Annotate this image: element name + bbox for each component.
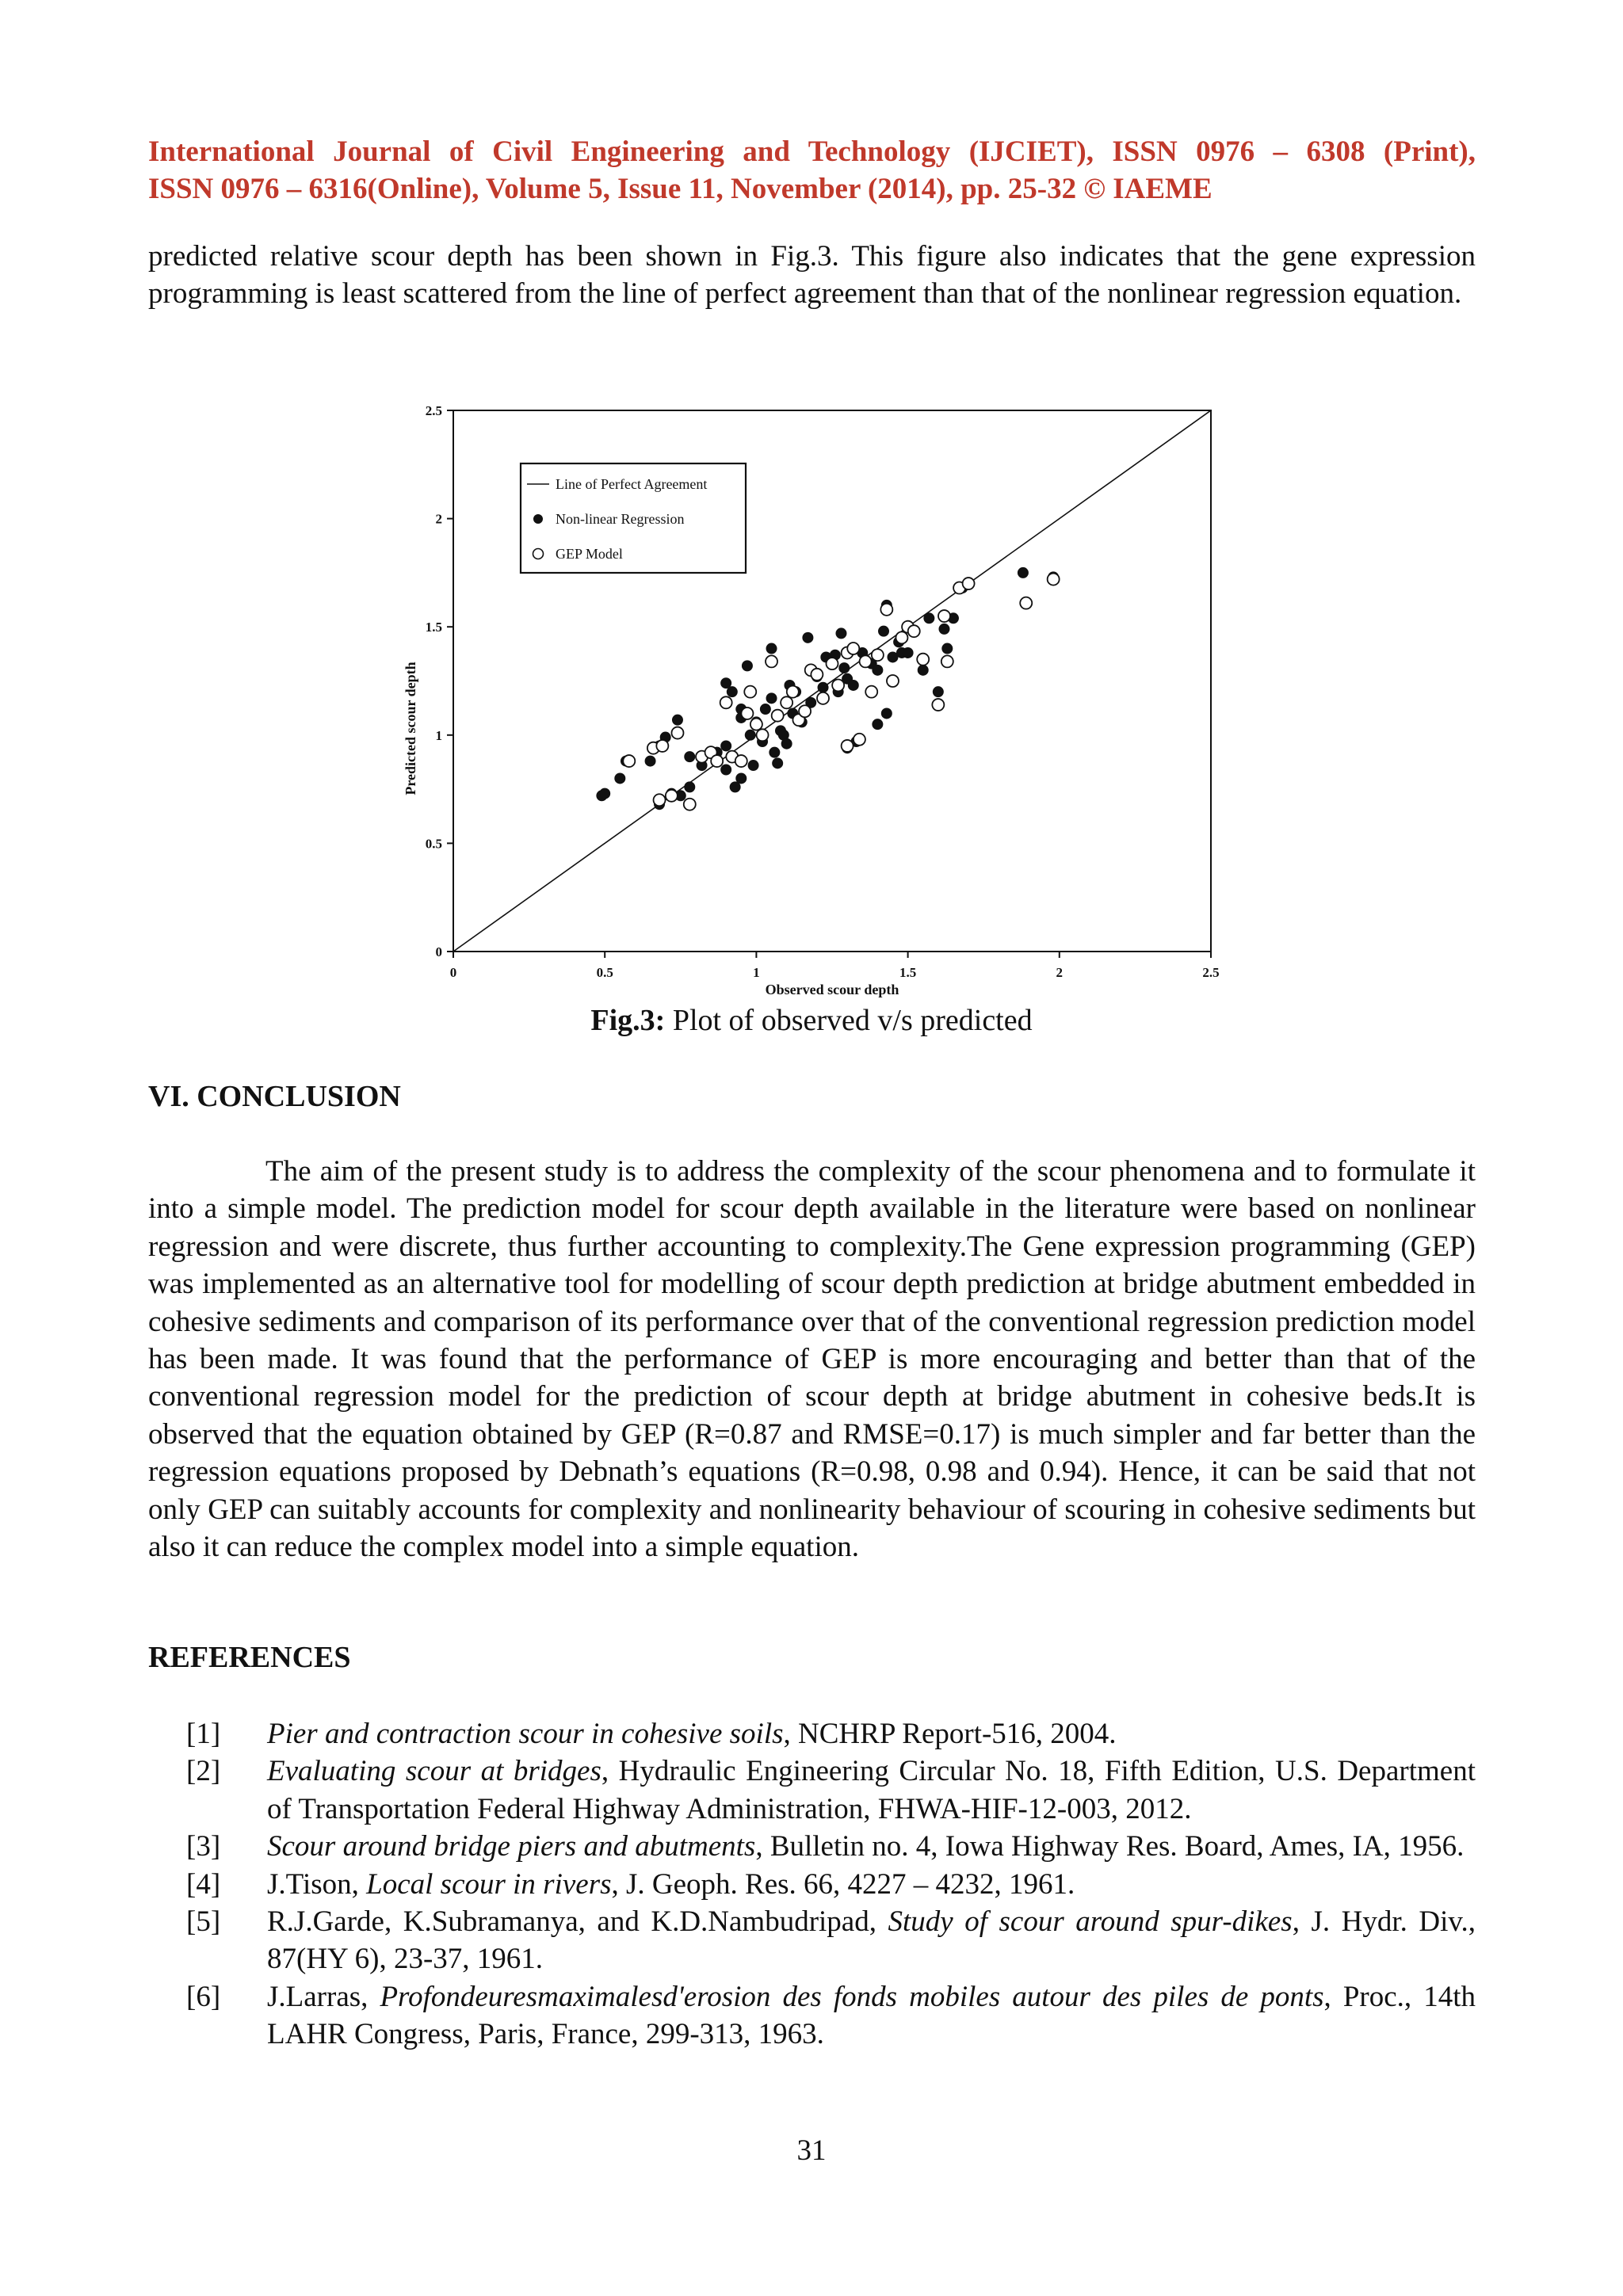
reference-number: [4] [186, 1867, 221, 1901]
x-tick-label: 0.5 [596, 965, 613, 980]
gep-model-point [827, 658, 838, 669]
x-tick-label: 0 [449, 965, 457, 980]
gep-model-point [735, 755, 747, 767]
x-tick-label: 1 [753, 965, 760, 980]
nonlinear-regression-point [615, 773, 625, 784]
gep-model-point [654, 794, 666, 806]
gep-model-point [757, 729, 769, 741]
nonlinear-regression-point [942, 643, 953, 654]
journal-header-line-2: ISSN 0976 – 6316(Online), Volume 5, Issue 11, November (2014), pp. 25-32 © IAEME [148, 173, 1212, 205]
gep-model-point [684, 799, 696, 810]
reference-item [148, 1978, 1476, 2054]
nonlinear-regression-point [903, 647, 913, 658]
nonlinear-regression-point [721, 765, 731, 775]
gep-model-point [623, 755, 635, 767]
reference-body [267, 1866, 1476, 1903]
reference-item [148, 1903, 1476, 1978]
nonlinear-regression-point [939, 624, 949, 634]
legend-entry-label: GEP Model [556, 546, 623, 562]
reference-title: Local scour in rivers [366, 1867, 612, 1901]
x-tick-label: 2.5 [1202, 965, 1220, 980]
legend-open-circle-swatch [533, 549, 544, 559]
nonlinear-regression-point [742, 661, 752, 671]
nonlinear-regression-point [721, 678, 731, 688]
nonlinear-regression-point [924, 613, 934, 624]
gep-model-point [817, 692, 829, 704]
reference-number: [3] [186, 1830, 221, 1863]
gep-model-point [887, 675, 899, 687]
gep-model-point [750, 719, 762, 730]
nonlinear-regression-point [600, 788, 610, 799]
gep-model-point [671, 727, 683, 739]
reference-title: Evaluating scour at bridges [267, 1755, 601, 1788]
y-tick-label: 2 [435, 511, 442, 527]
journal-header [148, 133, 1476, 208]
nonlinear-regression-point [727, 687, 737, 697]
nonlinear-regression-point [685, 752, 695, 762]
reference-title: Profondeuresmaximalesd'erosion des fonds mobiles autour des piles de ponts [380, 1980, 1324, 2013]
reference-title: Pier and contraction scour in cohesive soils [267, 1718, 784, 1750]
nonlinear-regression-point [781, 738, 792, 749]
gep-model-point [1048, 574, 1060, 585]
gep-model-point [832, 679, 844, 691]
gep-model-point [799, 705, 811, 717]
reference-authors: J.Tison, [267, 1867, 367, 1901]
reference-item [148, 1715, 1476, 1753]
nonlinear-regression-point [645, 756, 655, 766]
y-tick-label: 1 [435, 727, 442, 743]
reference-details: , Proc., 14th LAHR Congress, Paris, France, 299-313, 1963. [267, 1980, 1476, 2051]
conclusion-text: The aim of the present study is to address the complexity of the scour phenomena and to formulate it into a simple model. The prediction model for scour depth available in the literature were based on nonlinear regression and were discrete, thus further accounting to complexity.The Gene expression programming (GEP) was implemented as an alternative tool for modelling of scour depth prediction at bridge abutment embedded in cohesive sediments and comparison of its performance over that of the conventional regression prediction model has been made. It was found that the performance of GEP is more encouraging and better than that of the conventional regression model for the prediction of scour depth at bridge abutment in cohesive beds.It is observed that the equation obtained by GEP (R=0.87 and RMSE=0.17) is much simpler and far better than the regression equations proposed by Debnath’s equations (R=0.98, 0.98 and 0.94). Hence, it can be said that not only GEP can suitably accounts for complexity and nonlinearity behaviour of scouring in cohesive sediments but also it can reduce the complex model into a simple equation. [148, 1155, 1476, 1564]
scatter-chart [393, 396, 1241, 1014]
page-number: 31 [796, 2134, 827, 2167]
reference-details: , NCHRP Report-516, 2004. [783, 1718, 1117, 1750]
nonlinear-regression-point [918, 665, 928, 675]
reference-number: [2] [186, 1755, 221, 1788]
reference-item [148, 1753, 1476, 1828]
nonlinear-regression-point [748, 761, 758, 771]
gep-model-point [842, 740, 854, 752]
reference-body [267, 1753, 1476, 1828]
references-list [148, 1715, 1476, 2054]
nonlinear-regression-point [773, 758, 783, 769]
y-tick-label: 0 [435, 944, 442, 959]
gep-model-point [741, 707, 753, 719]
gep-model-point [932, 699, 944, 711]
reference-details: , J. Hydr. Div., 87(HY 6), 23-37, 1961. [267, 1905, 1476, 1976]
nonlinear-regression-point [873, 665, 883, 675]
gep-model-point [865, 686, 877, 698]
nonlinear-regression-point [836, 628, 846, 639]
journal-header-line-1: International Journal of Civil Engineering and Technology (IJCIET), ISSN 0976 – 6308 (Print), [148, 135, 1476, 168]
y-tick-label: 2.5 [425, 403, 442, 418]
gep-model-point [772, 710, 784, 722]
reference-number: [6] [186, 1980, 221, 2013]
gep-model-point [656, 740, 668, 752]
gep-model-point [917, 654, 929, 666]
gep-model-point [938, 610, 950, 622]
reference-title: Scour around bridge piers and abutments [267, 1830, 756, 1863]
reference-body [267, 1715, 1476, 1753]
x-tick-label: 2 [1056, 965, 1064, 980]
gep-model-point [811, 669, 823, 681]
reference-number: [5] [186, 1905, 221, 1939]
nonlinear-regression-point [769, 747, 780, 757]
gep-model-point [711, 755, 723, 767]
gep-model-point [1020, 597, 1032, 609]
gep-model-point [880, 604, 892, 616]
reference-number: [1] [186, 1718, 221, 1750]
nonlinear-regression-point [766, 643, 777, 654]
nonlinear-regression-point [933, 687, 943, 697]
reference-details: , Bulletin no. 4, Iowa Highway Res. Board, Ames, IA, 1956. [755, 1830, 1465, 1863]
conclusion-heading: VI. CONCLUSION [148, 1080, 401, 1113]
gep-model-point [854, 734, 865, 746]
nonlinear-regression-point [848, 680, 858, 690]
gep-model-point [847, 643, 859, 654]
gep-model-point [963, 578, 975, 589]
nonlinear-regression-point [873, 719, 883, 730]
gep-model-point [666, 790, 678, 802]
y-tick-label: 1.5 [425, 620, 442, 635]
gep-model-point [744, 686, 756, 698]
gep-model-point [720, 696, 732, 708]
nonlinear-regression-point [730, 782, 740, 792]
nonlinear-regression-point [818, 682, 828, 692]
nonlinear-regression-point [745, 730, 755, 740]
reference-title: Study of scour around spur-dikes [888, 1905, 1293, 1939]
gep-model-point [896, 631, 907, 643]
reference-details: , Hydraulic Engineering Circular No. 18, Fifth Edition, U.S. Department of Transportation Federal Highway Administration, FHWA-HIF-12-003, 2012. [267, 1755, 1476, 1825]
reference-authors: R.J.Garde, K.Subramanya, and K.D.Nambudripad, [267, 1905, 888, 1939]
y-tick-label: 0.5 [425, 836, 442, 852]
nonlinear-regression-point [685, 782, 695, 792]
nonlinear-regression-point [672, 715, 682, 725]
x-axis-label: Observed scour depth [765, 982, 899, 997]
gep-model-point [860, 655, 872, 667]
gep-model-point [908, 625, 920, 637]
legend-entry-label: Line of Perfect Agreement [556, 476, 708, 492]
gep-model-point [872, 649, 884, 661]
nonlinear-regression-point [839, 663, 850, 673]
references-heading: REFERENCES [148, 1641, 351, 1674]
reference-body [267, 1903, 1476, 1978]
nonlinear-regression-point [736, 773, 747, 784]
intro-paragraph: predicted relative scour depth has been shown in Fig.3. This figure also indicates that the gene expression programming is least scattered from the line of perfect agreement than that of the nonlinear regression equation. [148, 240, 1476, 311]
reference-details: , J. Geoph. Res. 66, 4227 – 4232, 1961. [611, 1867, 1075, 1901]
figure-caption-label: Fig.3: [590, 1004, 666, 1037]
nonlinear-regression-point [760, 704, 770, 715]
gep-model-point [766, 655, 777, 667]
reference-body [267, 1978, 1476, 2054]
gep-model-point [781, 696, 792, 708]
reference-item [148, 1866, 1476, 1903]
nonlinear-regression-point [766, 693, 777, 704]
figure-caption-text: Plot of observed v/s predicted [665, 1004, 1033, 1037]
nonlinear-regression-point [1018, 567, 1028, 578]
nonlinear-regression-point [879, 626, 889, 636]
reference-body [267, 1828, 1476, 1865]
x-tick-label: 1.5 [899, 965, 917, 980]
reference-item [148, 1828, 1476, 1865]
nonlinear-regression-point [881, 708, 892, 719]
gep-model-point [787, 686, 799, 698]
reference-authors: J.Larras, [267, 1980, 380, 2013]
legend-entry-label: Non-linear Regression [556, 511, 685, 527]
nonlinear-regression-point [721, 741, 731, 751]
y-axis-label: Predicted scour depth [403, 662, 418, 795]
conclusion-paragraph [148, 1153, 1476, 1566]
gep-model-point [941, 655, 953, 667]
legend-filled-circle-swatch [534, 515, 543, 524]
nonlinear-regression-point [803, 632, 813, 643]
chart-plot-group [403, 403, 1220, 997]
figure-caption [0, 1003, 1623, 1038]
